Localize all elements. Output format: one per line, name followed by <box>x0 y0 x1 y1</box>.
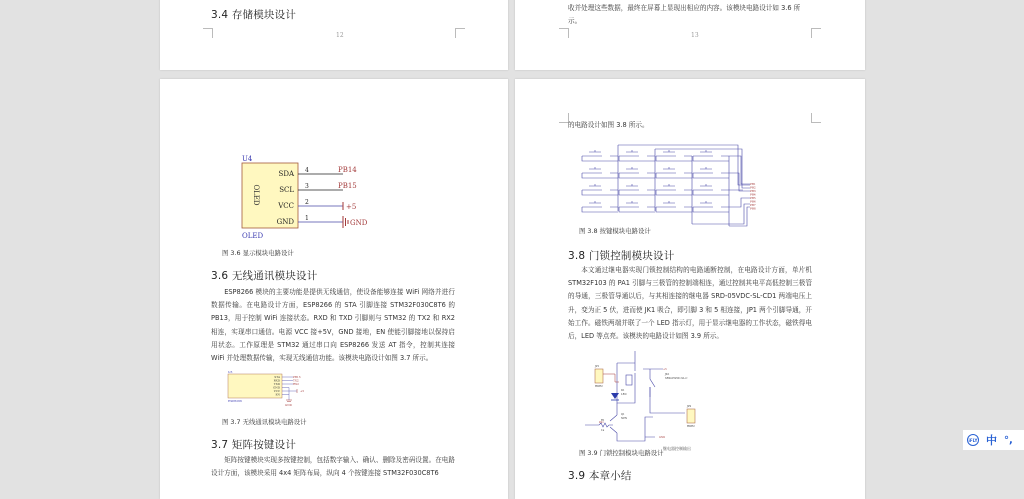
svg-text:3: 3 <box>305 183 309 190</box>
svg-text:HDR2: HDR2 <box>687 425 695 428</box>
margin-mark-bl <box>203 28 213 38</box>
svg-text:OLED: OLED <box>252 184 260 206</box>
svg-text:GND: GND <box>276 218 294 226</box>
section-heading-3-9: 3.9 本章小结 <box>568 470 632 482</box>
ime-toolbar[interactable] <box>963 430 1024 450</box>
svg-text:GND: GND <box>273 385 280 390</box>
svg-text:TX2: TX2 <box>293 378 299 383</box>
section-heading-3-6: 3.6 无线通讯模块设计 <box>211 270 318 282</box>
svg-text:PB1: PB1 <box>750 182 756 186</box>
svg-text:VCC: VCC <box>278 202 294 210</box>
svg-text:GND: GND <box>659 436 666 439</box>
esp8266-schematic-figure <box>227 370 317 410</box>
svg-text:PB3: PB3 <box>750 189 756 193</box>
section-heading-3-8: 3.8 门锁控制模块设计 <box>568 250 675 262</box>
svg-text:R1: R1 <box>601 419 605 422</box>
svg-text:U3: U3 <box>228 370 233 374</box>
svg-text:OLED: OLED <box>242 232 264 240</box>
svg-text:PB13: PB13 <box>293 375 301 379</box>
svg-text:SRD-05VDC-SL-C: SRD-05VDC-SL-C <box>665 377 688 380</box>
ime-punctuation-toggle[interactable]: °, <box>1004 434 1013 446</box>
svg-text:ESP8266: ESP8266 <box>228 399 242 403</box>
svg-text:NPN: NPN <box>621 417 628 420</box>
svg-text:SDA: SDA <box>278 170 294 178</box>
section-heading-3-7: 3.7 矩阵按键设计 <box>211 439 297 451</box>
svg-text:JP2: JP2 <box>687 405 692 408</box>
svg-text:PB7: PB7 <box>750 203 756 207</box>
svg-text:1: 1 <box>305 215 309 222</box>
svg-text:2: 2 <box>305 199 309 206</box>
svg-text:PA1: PA1 <box>599 421 604 424</box>
svg-text:RX2: RX2 <box>293 382 299 386</box>
page-number: 13 <box>691 32 699 39</box>
page-13 <box>515 0 865 70</box>
svg-text:D1: D1 <box>621 389 625 392</box>
svg-text:SCL: SCL <box>279 186 294 194</box>
svg-text:+5: +5 <box>663 368 667 371</box>
figure-caption-3-8: 图 3.8 按键模块电路设计 <box>579 227 651 235</box>
svg-text:1k: 1k <box>601 429 605 432</box>
page-14 <box>160 79 508 499</box>
margin-mark-bl <box>559 28 569 38</box>
svg-text:STA: STA <box>274 375 280 379</box>
relay-schematic-figure <box>585 351 725 451</box>
page-12 <box>160 0 508 70</box>
figure-caption-3-9: 图 3.9 门锁控制模块电路设计 <box>579 449 664 457</box>
page-number: 12 <box>336 32 344 39</box>
oled-schematic-figure <box>240 153 390 243</box>
svg-text:RXD: RXD <box>273 378 280 383</box>
page-15 <box>515 79 865 499</box>
svg-text:U4: U4 <box>242 155 253 163</box>
svg-text:PB5: PB5 <box>750 196 756 200</box>
svg-text:继电器控制输出: 继电器控制输出 <box>663 446 691 451</box>
page-text <box>568 2 838 28</box>
svg-text:LED: LED <box>621 393 627 396</box>
figure-caption-3-7: 图 3.7 无线通讯模块电路设计 <box>222 418 307 426</box>
key-matrix-schematic-figure <box>577 141 767 225</box>
svg-text:PB6: PB6 <box>750 199 756 204</box>
svg-text:PB15: PB15 <box>338 182 357 190</box>
svg-text:GND: GND <box>285 403 292 407</box>
svg-text:HDR2: HDR2 <box>595 385 603 388</box>
svg-text:PB2: PB2 <box>750 185 756 190</box>
figure-caption-3-6: 图 3.6 显示模块电路设计 <box>222 249 294 257</box>
svg-text:GND: GND <box>350 219 368 227</box>
svg-text:TXD: TXD <box>273 382 280 386</box>
margin-mark-br <box>811 28 821 38</box>
margin-mark-br <box>455 28 465 38</box>
svg-text:PB4: PB4 <box>750 192 756 197</box>
page-lead-text: 的电路设计如图 3.8 所示。 <box>568 121 649 129</box>
svg-text:+5: +5 <box>300 389 305 393</box>
svg-text:Q1: Q1 <box>621 413 625 416</box>
section-heading-3-4: 3.4 存储模块设计 <box>211 9 297 21</box>
section-body-3-6: ESP8266 模块的主要功能是提供无线通信，使设备能够连接 WiFi 网络并进行数据传输。在电路设计方面，ESP8266 的 STA 引脚连接 STM32F030C8T6 的 PB13，用于控制 WiFi 连接状态。RXD 和 TXD 引脚则与 STM32 的 TX2 和 RX2 相连，实现串口通信。电源 VCC 接+5V，GND 接地，EN 使能引脚接地以保持启用状态。工作原理是 STM32 通过串口向 ESP8266 发送 AT 指令，控制其连接 WiFi 并处理数据传输，实现无线通信功能。该模块电路设计如图 3.7 所示。 <box>211 288 455 363</box>
svg-text:PB8: PB8 <box>750 206 756 211</box>
ime-logo-icon[interactable]: iFLY <box>967 434 979 446</box>
svg-text:PB14: PB14 <box>338 166 357 174</box>
svg-text:JK1: JK1 <box>665 373 670 376</box>
text-line: 收并处理这些数据，最终在屏幕上显现出相应的内容。该模块电路设计如 3.6 所 <box>568 4 801 12</box>
svg-text:4: 4 <box>305 167 309 174</box>
section-body-3-8: 本文通过继电器实现门锁控制结构的电路通断控制，在电路设计方面，单片机 STM32F103 的 PA1 引脚与三极管的控制端相连，通过控制其电平高低控制三极管的导通，三极管导通以后，与其相连接的继电器 SRD-05VDC-SL-CD1 两端电压上升，变为正 5 伏，进而使 JK1 吸合，即引脚 3 和 5 相连接，JP1 两个引脚导通，开始工作。磁铁两端并联了一个 LED 指示灯，用于显示继电器的工作状态，磁铁得电后，LED 等点亮。该模块的电路设计如图 3.9 所示。 <box>568 266 812 341</box>
text-line: 示。 <box>568 17 582 26</box>
svg-text:JP1: JP1 <box>595 365 600 368</box>
svg-text:VCC: VCC <box>273 389 280 393</box>
section-body-3-7: 矩阵按键模块实现多按键控制，包括数字输入、确认、删除及密码设置。在电路设计方面，该模块采用 4x4 矩阵布局，纵向 4 个按键连接 STM32F030C8T6 <box>211 456 455 478</box>
ime-language-toggle[interactable]: 中 <box>986 434 997 447</box>
svg-text:EN: EN <box>275 392 280 397</box>
svg-text:+5: +5 <box>346 203 357 211</box>
